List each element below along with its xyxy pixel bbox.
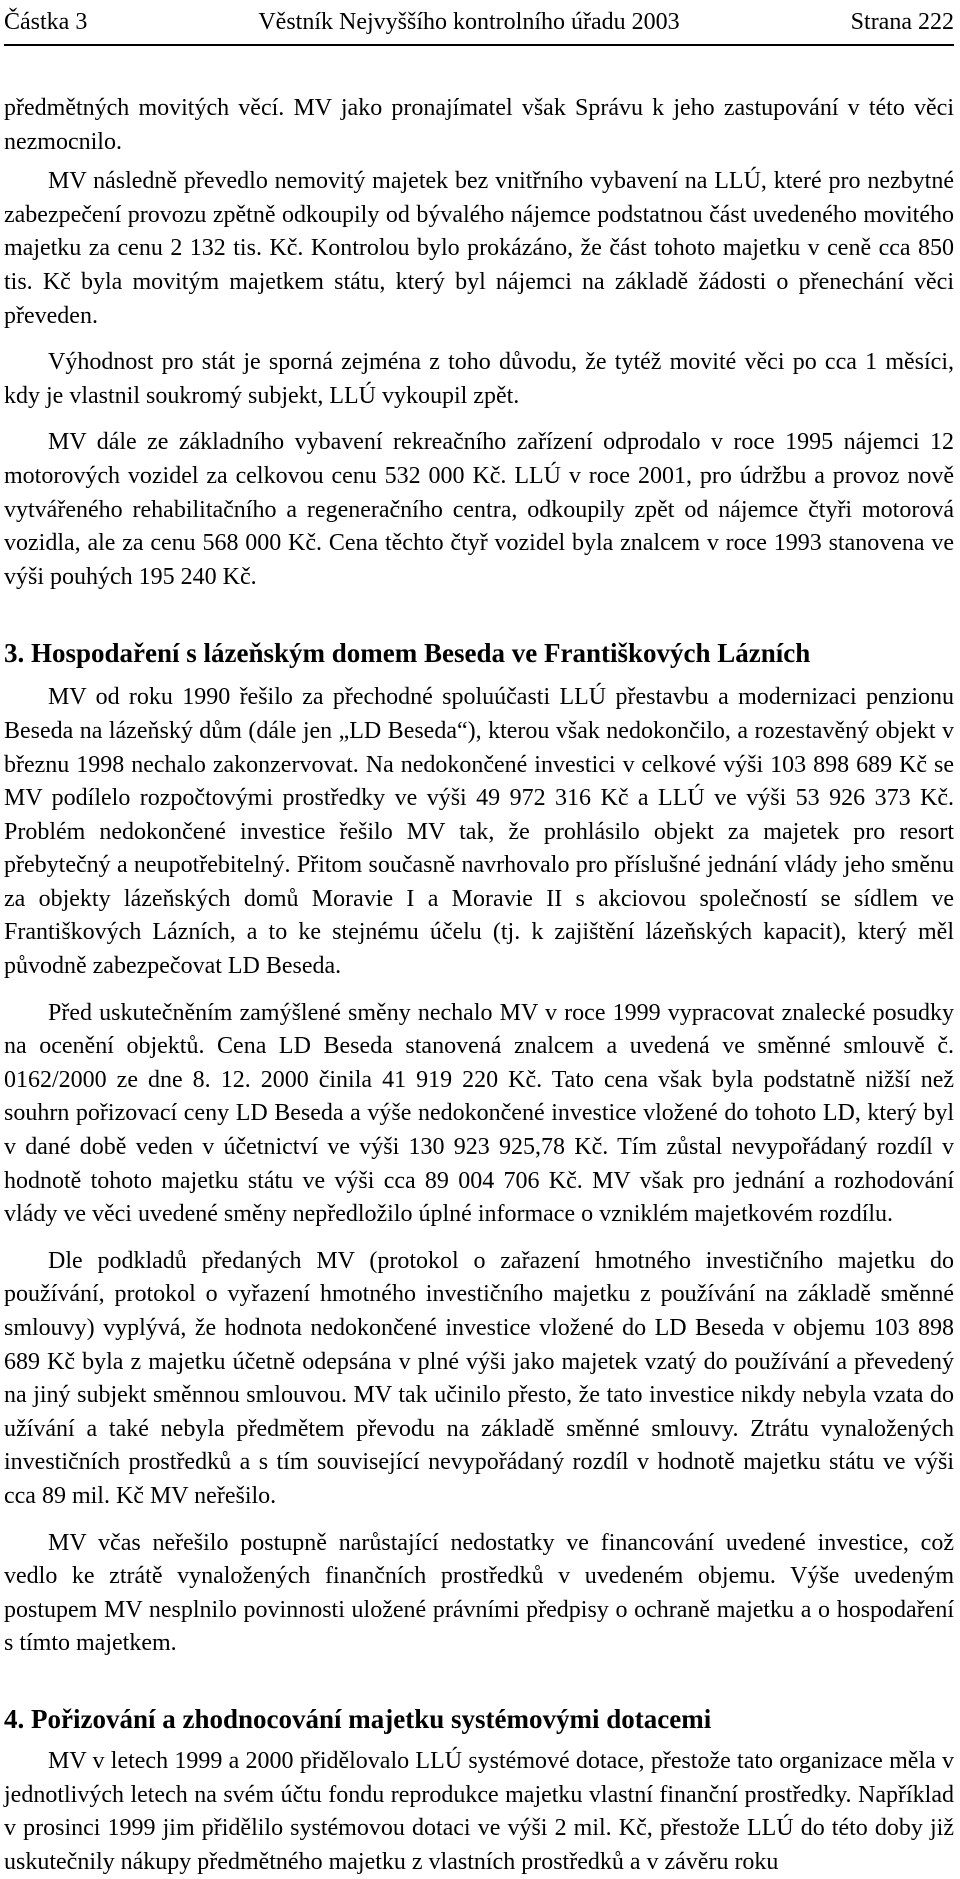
- header-page-number: Strana 222: [850, 9, 954, 35]
- paragraph: MV včas neřešilo postupně narůstající nedostatky ve financování uvedené investice, což vedlo ke ztrátě vynaložených finančních prostředků v uvedeném objemu. Výše uvedeným postupem MV nesplnilo povinnosti uložené právními předpisy o ochraně majetku a o hospodaření s tímto majetkem.: [4, 1529, 954, 1657]
- document-body: [4, 92, 954, 1879]
- paragraph: MV v letech 1999 a 2000 přidělovalo LLÚ systémové dotace, přestože tato organizace měla v jednotlivých letech na svém účtu fondu reprodukce majetku vlastní finanční prostředky. Například v prosinci 1999 jim přidělilo systémovou dotaci ve výši 2 mil. Kč, přestože LLÚ do této doby již uskutečnily nákupy předmětného majetku z vlastních prostředků a v závěru roku: [4, 1747, 954, 1875]
- header-journal-title: Věstník Nejvyššího kontrolního úřadu 2003: [258, 9, 680, 35]
- section-heading-4: 4. Pořizování a zhodnocování majetku systémovými dotacemi: [4, 1703, 712, 1734]
- header-rule: [4, 44, 954, 46]
- header-issue: Částka 3: [4, 9, 88, 35]
- paragraph: MV následně převedlo nemovitý majetek bez vnitřního vybavení na LLÚ, které pro nezbytné zabezpečení provozu zpětně odkoupily od bývalého nájemce podstatnou část uvedeného movitého majetku za cenu 2 132 tis. Kč. Kontrolou bylo prokázáno, že část tohoto majetku v ceně cca 850 tis. Kč byla movitým majetkem státu, který byl nájemci na základě žádosti o přenechání věci převeden.: [4, 168, 954, 329]
- paragraph: MV dále ze základního vybavení rekreačního zařízení odprodalo v roce 1995 nájemci 12 motorových vozidel za celkovou cenu 532 000 Kč. LLÚ v roce 2001, pro údržbu a provoz nově vytvářeného rehabilitačního a regeneračního centra, odkoupily zpět od nájemce čtyři motorová vozidla, ale za cenu 568 000 Kč. Cena těchto čtyř vozidel byla znalcem v roce 1993 stanovena ve výši pouhých 195 240 Kč.: [4, 429, 954, 590]
- paragraph: Výhodnost pro stát je sporná zejména z toho důvodu, že tytéž movité věci po cca 1 měsíci, kdy je vlastnil soukromý subjekt, LLÚ vykoupil zpět.: [4, 349, 954, 409]
- paragraph: Dle podkladů předaných MV (protokol o zařazení hmotného investičního majetku do používání, protokol o vyřazení hmotného investičního majetku z používání na základě směnné smlouvy) vyplývá, že hodnota nedokončené investice vložené do LD Beseda v objemu 103 898 689 Kč byla z majetku účetně odepsána v plné výši jako majetek vzatý do používání a převedený na jiný subjekt směnnou smlouvou. MV tak učinilo přesto, že tato investice nikdy nebyla vzata do užívání a také nebyla předmětem převodu na základě směnné smlouvy. Ztrátu vynaložených investičních prostředků a s tím související nevypořádaný rozdíl v hodnotě majetku státu ve výši cca 89 mil. Kč MV neřešilo.: [4, 1247, 954, 1509]
- paragraph: Před uskutečněním zamýšlené směny nechalo MV v roce 1999 vypracovat znalecké posudky na ocenění objektů. Cena LD Beseda stanovená znalcem a uvedená ve směnné smlouvě č. 0162/2000 ze dne 8. 12. 2000 činila 41 919 220 Kč. Tato cena však byla podstatně nižší než souhrn pořizovací ceny LD Beseda a výše nedokončené investice vložené do tohoto LD, který byl v dané době veden v účetnictví ve výši 130 923 925,78 Kč. Tím zůstal nevypořádaný rozdíl v hodnotě tohoto majetku státu ve výši cca 89 004 706 Kč. MV však pro jednání a rozhodování vlády ve věci uvedené směny nepředložilo úplné informace o vzniklém majetkovém rozdílu.: [4, 999, 954, 1228]
- paragraph: MV od roku 1990 řešilo za přechodné spoluúčasti LLÚ přestavbu a modernizaci penzionu Beseda na lázeňský dům (dále jen „LD Beseda“), kterou však nedokončilo, a rozestavěný objekt v březnu 1998 nechalo zakonzervovat. Na nedokončené investici v celkové výši 103 898 689 Kč se MV podílelo rozpočtovými prostředky ve výši 49 972 316 Kč a LLÚ ve výši 53 926 373 Kč. Problém nedokončené investice řešilo MV tak, že prohlásilo objekt za majetek pro resort přebytečný a neupotřebitelný. Přitom současně navrhovalo pro příslušné jednání vlády jeho směnu za objekty lázeňských domů Moravie I a Moravie II s akciovou společností se sídlem ve Františkových Lázních, a to ke stejnému účelu (tj. k zajištění lázeňských kapacit), který měl původně zabezpečovat LD Beseda.: [4, 684, 954, 980]
- paragraph-continued: předmětných movitých věcí. MV jako pronajímatel však Správu k jeho zastupování v této věci nezmocnilo.: [4, 95, 954, 155]
- page-header: [4, 2, 954, 42]
- section-heading-3: 3. Hospodaření s lázeňským domem Beseda ve Františkových Lázních: [4, 638, 811, 669]
